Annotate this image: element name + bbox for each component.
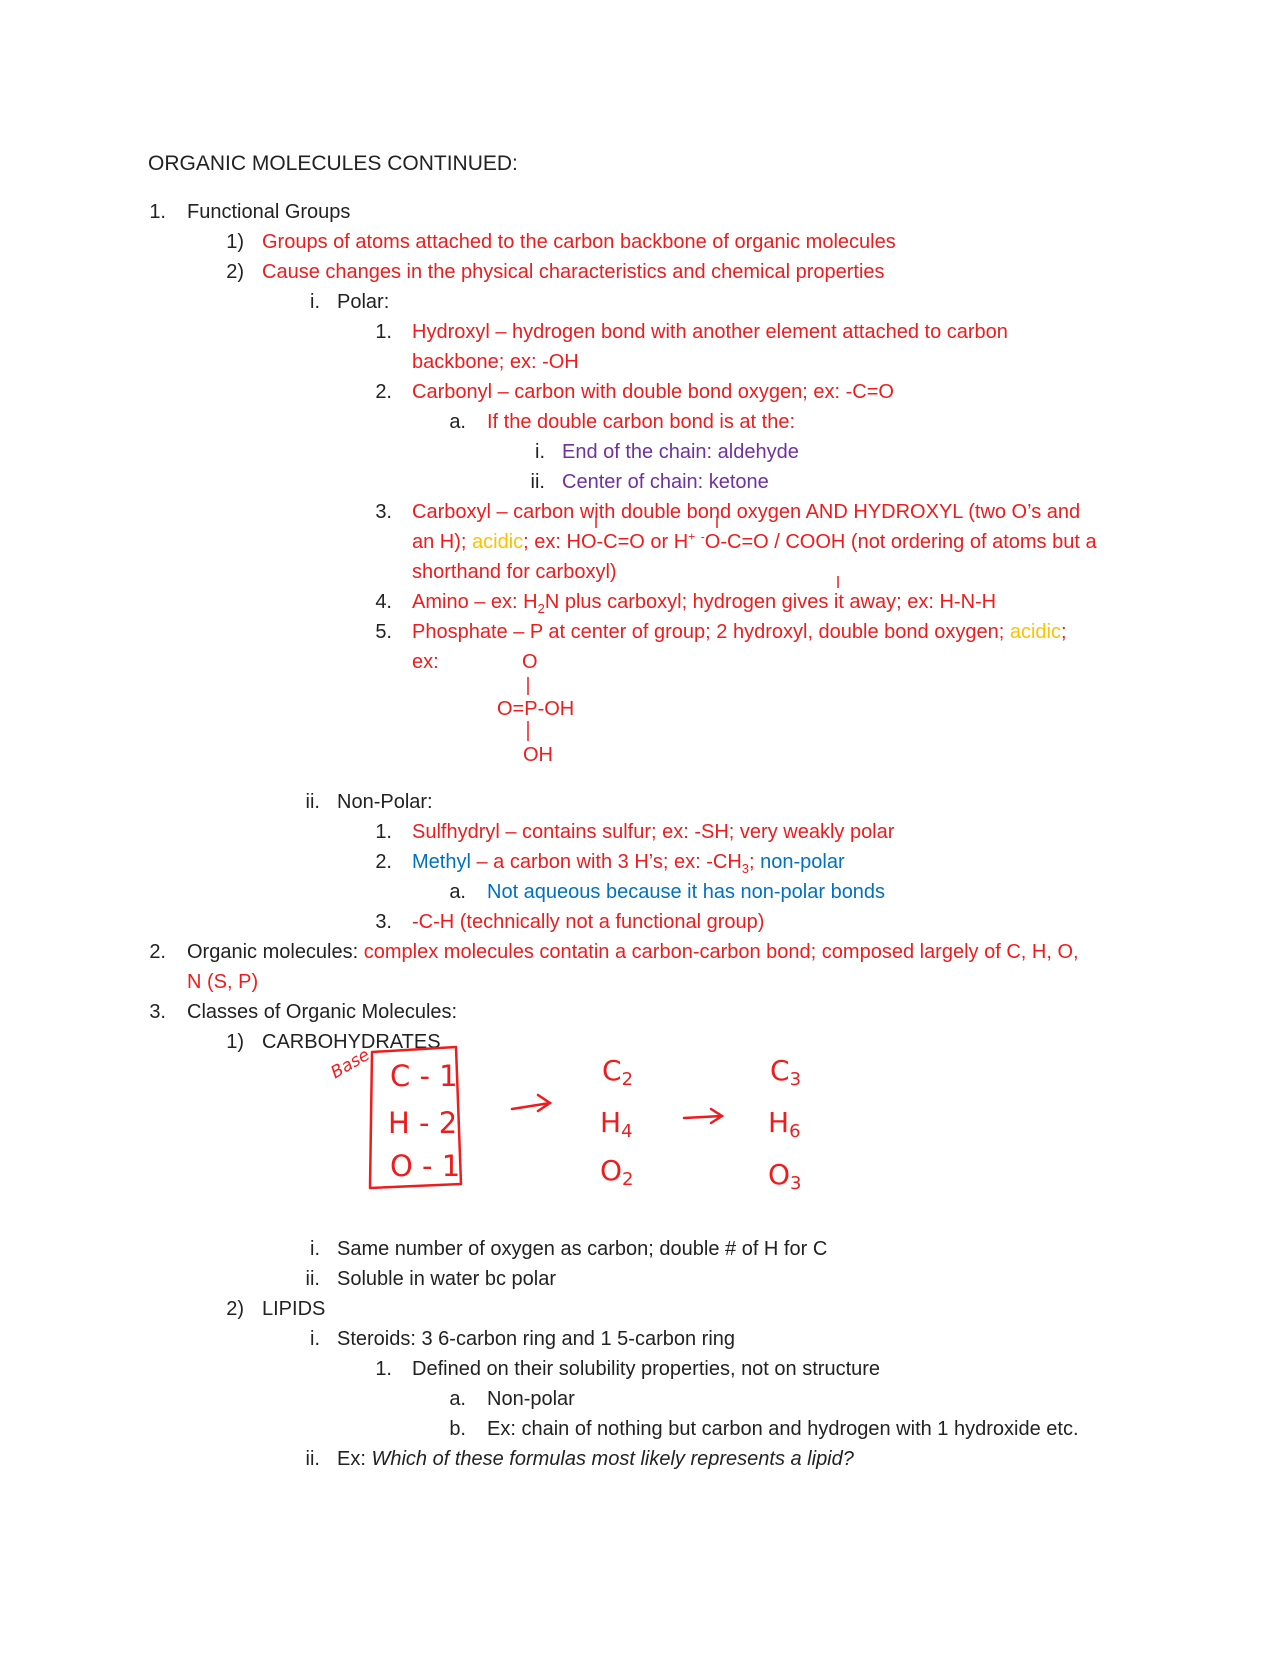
- section-heading: Organic molecules: complex molecules contatin a carbon-carbon bond; composed largely of C, H, O,: [187, 941, 1079, 963]
- list-item: Defined on their solubility properties, not on structure: [412, 1358, 881, 1380]
- list-item: Not aqueous because it has non-polar bonds: [487, 881, 886, 903]
- list-number: 5.: [375, 621, 392, 643]
- list-item: End of the chain: aldehyde: [562, 441, 799, 463]
- subsection-heading: Polar:: [337, 291, 390, 313]
- list-number: 3.: [375, 501, 392, 523]
- list-letter: a.: [449, 1388, 466, 1410]
- list-number: 3.: [149, 1001, 166, 1023]
- list-item-continuation: an H); acidic; ex: HO-C=O or H+ -O-C=O / COOH (not ordering of atoms but a: [412, 529, 1097, 553]
- subsection-heading: CARBOHYDRATES: [262, 1031, 441, 1053]
- list-number: i.: [535, 441, 545, 463]
- handwritten-c1: C - 1: [390, 1059, 458, 1093]
- list-item-continuation: backbone; ex: -OH: [412, 351, 579, 373]
- list-number: ii.: [305, 791, 320, 813]
- page-title: ORGANIC MOLECULES CONTINUED:: [148, 152, 518, 175]
- list-item: Cause changes in the physical characteristics and chemical properties: [262, 261, 885, 283]
- example-label: ex:: [412, 651, 439, 673]
- list-item: Center of chain: ketone: [562, 471, 769, 493]
- handwritten-h6: H6: [768, 1106, 801, 1142]
- list-item: Ex: Which of these formulas most likely represents a lipid?: [337, 1448, 854, 1470]
- list-number: ii.: [305, 1448, 320, 1470]
- list-item: Sulfhydryl – contains sulfur; ex: -SH; very weakly polar: [412, 821, 895, 843]
- handwritten-c3: C3: [770, 1054, 802, 1090]
- phosphate-top-oxygen: O: [522, 651, 538, 673]
- handwritten-c2: C2: [602, 1054, 634, 1090]
- handwritten-h2: H - 2: [388, 1106, 458, 1140]
- list-item: Soluble in water bc polar: [337, 1268, 557, 1290]
- list-number: 1): [226, 231, 244, 253]
- list-number: 1.: [375, 821, 392, 843]
- handwritten-o3: O3: [768, 1158, 802, 1194]
- phosphate-formula: O=P-OH: [497, 698, 575, 720]
- list-number: 4.: [375, 591, 392, 613]
- list-item: Carbonyl – carbon with double bond oxygen; ex: -C=O: [412, 381, 894, 403]
- list-item: Groups of atoms attached to the carbon backbone of organic molecules: [262, 231, 896, 253]
- subsection-heading: LIPIDS: [262, 1298, 326, 1320]
- list-number: ii.: [530, 471, 545, 493]
- list-item: Non-polar: [487, 1388, 575, 1410]
- phosphate-bottom-oh: OH: [523, 744, 553, 766]
- list-number: 1.: [375, 321, 392, 343]
- list-item: Phosphate – P at center of group; 2 hydroxyl, double bond oxygen; acidic;: [412, 621, 1067, 643]
- list-number: 1): [226, 1031, 244, 1053]
- list-item: Same number of oxygen as carbon; double # of H for C: [337, 1238, 828, 1260]
- list-item: -C-H (technically not a functional group): [412, 911, 765, 933]
- list-item: If the double carbon bond is at the:: [487, 411, 795, 433]
- list-item: Hydroxyl – hydrogen bond with another element attached to carbon: [412, 321, 1008, 343]
- handwritten-h4: H4: [600, 1106, 633, 1142]
- list-item: Carboxyl – carbon with double bond oxygen AND HYDROXYL (two O’s and: [412, 501, 1081, 523]
- list-item: Methyl – a carbon with 3 H’s; ex: $-CH_3$; non-polar: [412, 851, 845, 876]
- list-number: 2): [226, 261, 244, 283]
- list-number: 1.: [149, 201, 166, 223]
- section-heading: Functional Groups: [187, 201, 351, 223]
- acidic-label: acidic: [1009, 621, 1061, 643]
- section-heading: Classes of Organic Molecules:: [187, 1001, 458, 1023]
- list-number: 2.: [375, 851, 392, 873]
- list-number: ii.: [305, 1268, 320, 1290]
- list-number: 2.: [375, 381, 392, 403]
- list-number: i.: [310, 1238, 320, 1260]
- section-continuation: N (S, P): [187, 971, 259, 993]
- list-number: i.: [310, 1328, 320, 1350]
- list-item: Steroids: 3 6-carbon ring and 1 5-carbon ring: [337, 1328, 736, 1350]
- list-letter: a.: [449, 881, 466, 903]
- list-number: 1.: [375, 1358, 392, 1380]
- list-letter: b.: [449, 1418, 466, 1440]
- handwritten-o1: O - 1: [390, 1149, 461, 1183]
- list-number: 3.: [375, 911, 392, 933]
- acidic-label: acidic: [472, 531, 524, 553]
- handwritten-o2: O2: [600, 1154, 634, 1190]
- list-letter: a.: [449, 411, 466, 433]
- subsection-heading: Non-Polar:: [337, 791, 433, 813]
- list-item: Ex: chain of nothing but carbon and hydrogen with 1 hydroxide etc.: [487, 1418, 1079, 1440]
- list-number: 2): [226, 1298, 244, 1320]
- list-item: Amino – ex: $H_2N$ plus carboxyl; hydrogen gives it away; ex: H-N-H: [412, 591, 997, 616]
- handwritten-base-label: Base: [327, 1045, 374, 1084]
- list-number: i.: [310, 291, 320, 313]
- list-item-continuation: shorthand for carboxyl): [412, 561, 617, 583]
- list-number: 2.: [149, 941, 166, 963]
